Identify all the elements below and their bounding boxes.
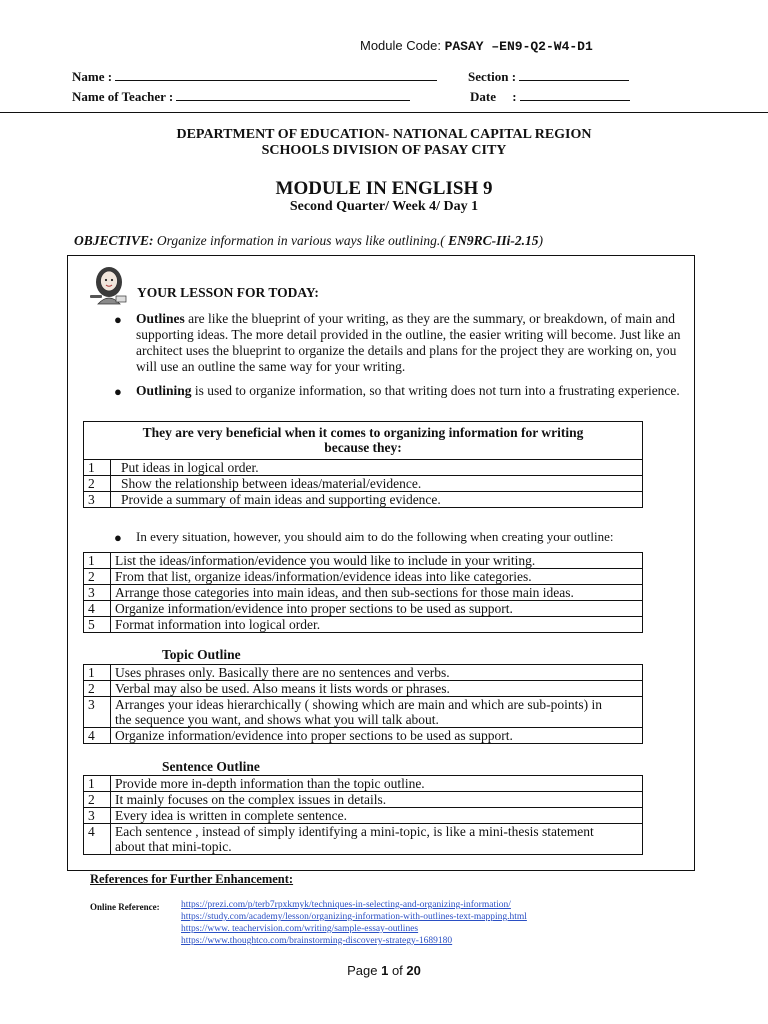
row-text: It mainly focuses on the complex issues in details. — [111, 792, 643, 808]
row-text: Arrange those categories into main ideas, and then sub-sections for those main ideas. — [111, 585, 643, 601]
row-number: 4 — [84, 824, 111, 855]
steps-table — [83, 552, 643, 633]
row-text: Provide a summary of main ideas and supporting evidence. — [111, 492, 643, 508]
row-number: 5 — [84, 617, 111, 633]
row-text: List the ideas/information/evidence you would like to include in your writing. — [111, 553, 643, 569]
row-number: 4 — [84, 601, 111, 617]
table-row — [84, 808, 643, 824]
teacher-avatar-icon — [86, 262, 132, 308]
bullet-marker: ● — [114, 312, 122, 327]
table-header-row — [84, 422, 643, 460]
bullet-marker: ● — [114, 530, 122, 545]
table-row — [84, 553, 643, 569]
name-blank — [115, 68, 437, 81]
sentence-outline-heading: Sentence Outline — [162, 759, 260, 774]
reference-link[interactable]: https://www.thoughtco.com/brainstorming-discovery-strategy-1689180 — [181, 936, 453, 946]
department-heading — [0, 127, 768, 159]
table-row — [84, 460, 643, 476]
name-label: Name : — [72, 69, 113, 84]
objective-text: Organize information in various ways like outlining.( — [153, 233, 449, 248]
bullet-outlines-term: Outlines — [136, 311, 185, 326]
row-text: Verbal may also be used. Also means it lists words or phrases. — [111, 681, 643, 697]
module-code — [360, 38, 593, 54]
objective-close: ) — [538, 233, 544, 248]
section-field — [468, 68, 629, 85]
bullet-outlining-text: is used to organize information, so that writing does not turn into a frustrating experience. — [191, 383, 680, 398]
table-row — [84, 569, 643, 585]
row-text: Each sentence , instead of simply identifying a mini-topic, is like a mini-thesis statement about that mini-topic. — [111, 824, 643, 855]
row-number: 1 — [84, 460, 111, 476]
table-row — [84, 492, 643, 508]
name-field — [72, 68, 437, 85]
teacher-field — [72, 88, 410, 105]
row-text: Organize information/evidence into proper sections to be used as support. — [111, 728, 643, 744]
row-number: 1 — [84, 665, 111, 681]
row-number: 1 — [84, 776, 111, 792]
row-text: Organize information/evidence into proper sections to be used as support. — [111, 601, 643, 617]
row-text: From that list, organize ideas/information/evidence ideas into like categories. — [111, 569, 643, 585]
row-text: Provide more in-depth information than the topic outline. — [111, 776, 643, 792]
topic-outline-table — [83, 664, 643, 744]
page-current: 1 — [381, 963, 389, 978]
reference-link[interactable]: https://www. teachervision.com/writing/sample-essay-outlines — [181, 924, 419, 934]
topic-outline-heading: Topic Outline — [162, 647, 241, 662]
table-row — [84, 601, 643, 617]
date-label: Date : — [470, 89, 517, 104]
bullet-outlining — [136, 383, 684, 399]
row-text: Arranges your ideas hierarchically ( showing which are main and which are sub-points) in the sequence you want, and shows what you will talk about. — [111, 697, 643, 728]
benefits-table — [83, 421, 643, 508]
module-code-value: PASAY –EN9-Q2-W4-D1 — [444, 39, 593, 54]
online-reference-label: Online Reference: — [90, 902, 160, 912]
bullet-outlines — [136, 311, 684, 375]
reference-link[interactable]: https://prezi.com/p/terb7rpxkmyk/techniques-in-selecting-and-organizing-information/ — [181, 900, 511, 910]
reference-link[interactable]: https://study.com/academy/lesson/organizing-information-with-outlines-text-mapping.html — [181, 912, 527, 922]
row-number: 4 — [84, 728, 111, 744]
sentence-outline-table — [83, 775, 643, 855]
objective-label: OBJECTIVE: — [74, 233, 154, 248]
teacher-label: Name of Teacher : — [72, 89, 174, 104]
bullet-outlines-text: are like the blueprint of your writing, as they are the summary, or breakdown, of main and supporting ideas. The more detail provided in the outline, the easier writing will become. Just like an architect uses the blueprint to organize the details and plans for the project they are working on, you will use an outline the same way for your writing. — [136, 311, 681, 374]
page-label: Page — [347, 963, 382, 978]
row-text: Uses phrases only. Basically there are no sentences and verbs. — [111, 665, 643, 681]
table-row — [84, 824, 643, 855]
row-number: 3 — [84, 808, 111, 824]
section-blank — [519, 68, 629, 81]
date-blank — [520, 88, 630, 101]
objective-code: EN9RC-IIi-2.15 — [448, 233, 539, 248]
row-number: 2 — [84, 681, 111, 697]
teacher-blank — [176, 88, 410, 101]
row-text: Format information into logical order. — [111, 617, 643, 633]
page-total: 20 — [406, 963, 421, 978]
table-row — [84, 728, 643, 744]
row-text: Every idea is written in complete sentence. — [111, 808, 643, 824]
table-row — [84, 476, 643, 492]
benefits-heading: They are very beneficial when it comes to organizing information for writing because they: — [84, 422, 643, 460]
row-number: 1 — [84, 553, 111, 569]
table-row — [84, 792, 643, 808]
table-row — [84, 681, 643, 697]
page-of-label: of — [388, 963, 407, 978]
bullet-situation: In every situation, however, you should aim to do the following when creating your outline: — [136, 529, 614, 544]
header-divider — [0, 112, 768, 113]
page-number — [0, 963, 768, 978]
table-row — [84, 665, 643, 681]
section-label: Section : — [468, 69, 517, 84]
row-number: 2 — [84, 476, 111, 492]
row-text: Show the relationship between ideas/material/evidence. — [111, 476, 643, 492]
row-number: 3 — [84, 697, 111, 728]
row-number: 3 — [84, 585, 111, 601]
row-text: Put ideas in logical order. — [111, 460, 643, 476]
row-number: 2 — [84, 569, 111, 585]
bullet-marker: ● — [114, 384, 122, 399]
date-field — [470, 88, 630, 105]
table-row — [84, 697, 643, 728]
table-row — [84, 776, 643, 792]
lesson-heading: YOUR LESSON FOR TODAY: — [137, 285, 319, 300]
objective — [74, 233, 543, 249]
module-title: MODULE IN ENGLISH 9 — [275, 178, 493, 199]
dept-line-2: SCHOOLS DIVISION OF PASAY CITY — [261, 143, 507, 158]
table-row — [84, 617, 643, 633]
references-heading: References for Further Enhancement: — [90, 872, 294, 886]
bullet-outlining-term: Outlining — [136, 383, 192, 398]
row-number: 2 — [84, 792, 111, 808]
module-subtitle: Second Quarter/ Week 4/ Day 1 — [289, 199, 479, 214]
table-row — [84, 585, 643, 601]
row-number: 3 — [84, 492, 111, 508]
dept-line-1: DEPARTMENT OF EDUCATION- NATIONAL CAPITAL REGION — [176, 127, 592, 142]
module-code-label: Module Code: — [360, 38, 445, 53]
